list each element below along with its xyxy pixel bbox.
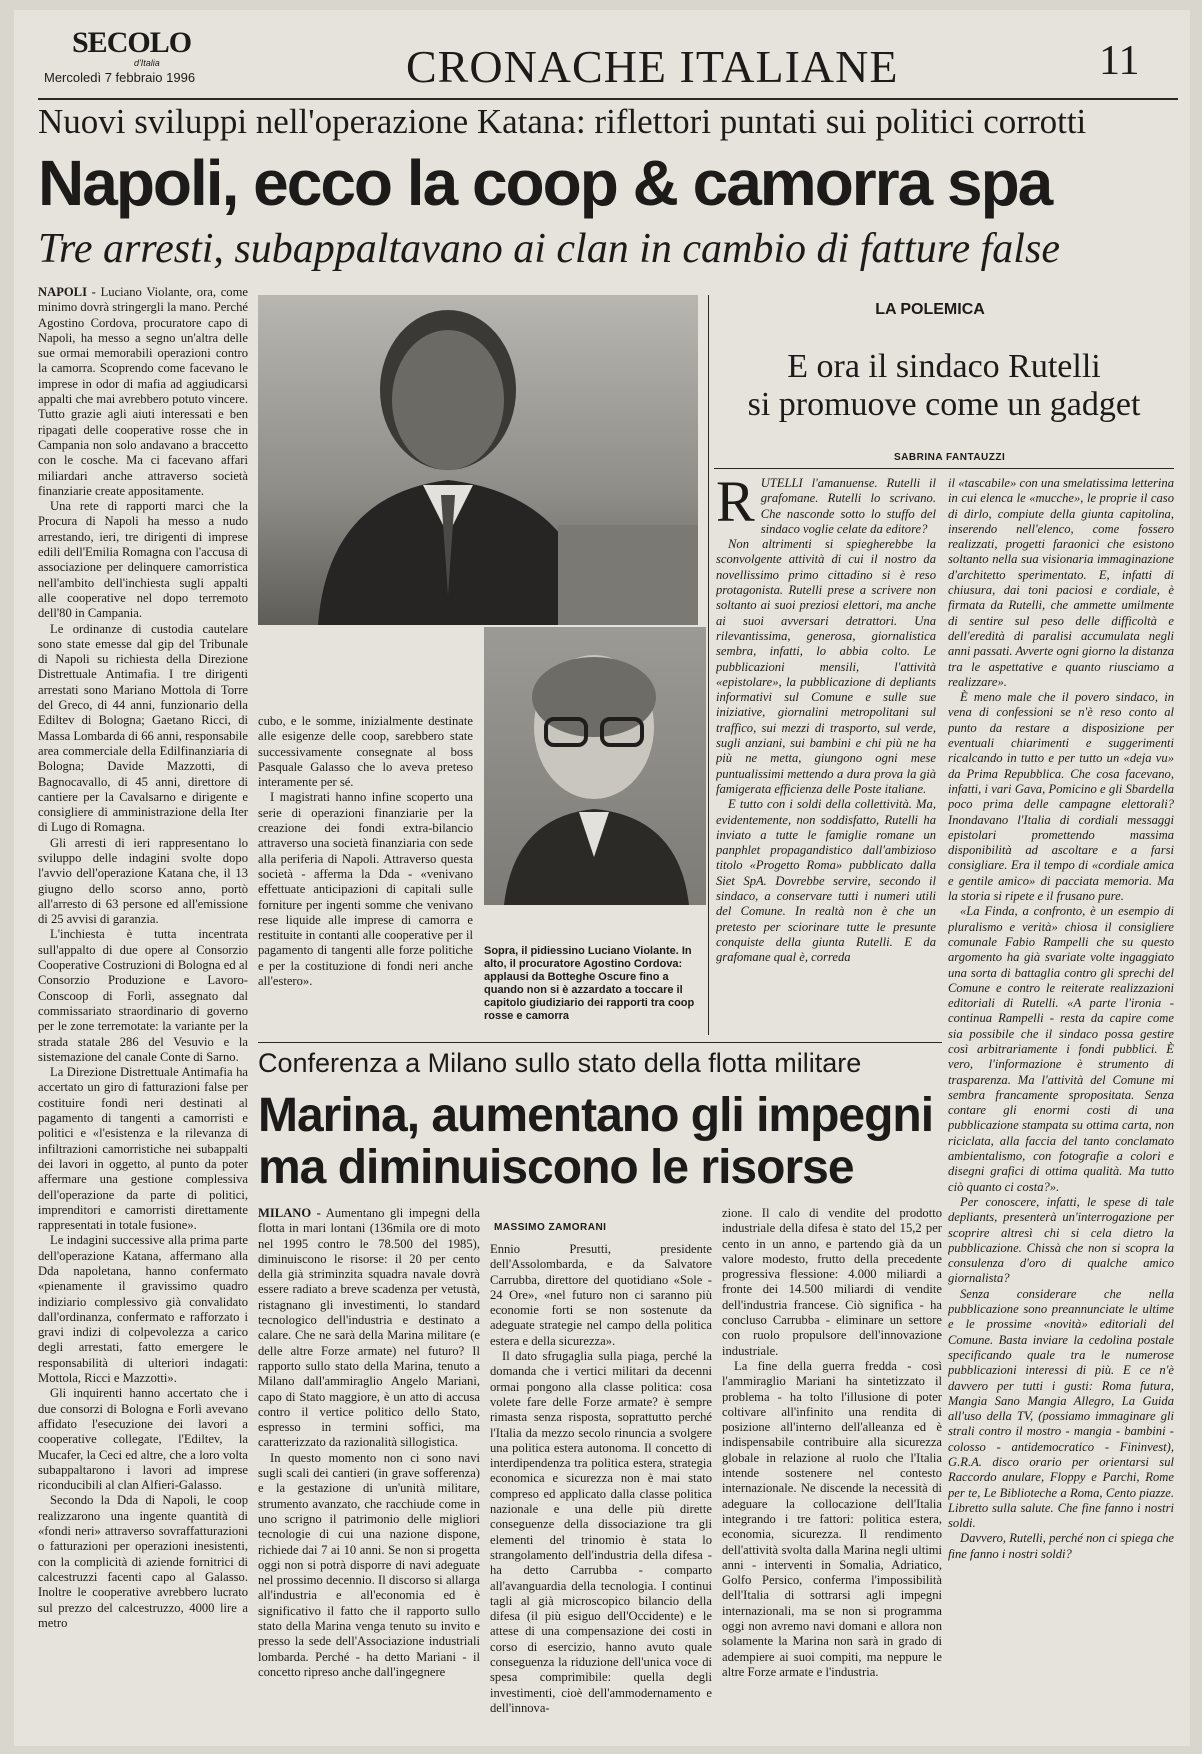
polemica-paragraph: È meno male che il povero sindaco, in vena di confessioni se n'è reso conto al punto da restare a disposizione per eventuali chiarimenti e suggerimenti ricalcando in tutto e per tutto un «deja vu» da Prima Repubblica. Che cosa facevano, infatti, i vari Gava, Pomicino e gli Sbardella poco prima delle campagne elettorali? Inondavano l'Italia di cordiali messaggi epistolari promettendo massima disponibilità ad ascoltare e a farsi consigliare. Era il tempo di «cordiale amica e gentile amico» di pacciata memoria. Ma la storia si ripete e il frusano pure. <box>948 690 1174 904</box>
issue-date: Mercoledì 7 febbraio 1996 <box>44 70 196 85</box>
marina-kicker: Conferenza a Milano sullo stato della flotta militare <box>258 1048 862 1078</box>
newspaper-page <box>14 10 1190 1746</box>
polemica-paragraph: il «tascabile» con una smelatissima letterina in cui elenca le «mucche», le proprie il caso di dirlo, compiute della giunta capitolina, inserendo nell'elenco, come fossero realizzati, progetti faraonici che esistono soltanto nella sua visionaria immaginazione d'architetto sperimentato. E, infatti di chiusura, dai toni paciosi e cordiale, è firmata da Rutelli, che ammette umilmente di sentire sul peso delle difficoltà e dell'eredità di paralisi accumulata negli anni passati. Avverte ogni giorno la distanza tra le aspettative e quanto riusciamo a realizzare». <box>948 476 1174 689</box>
lead-paragraph: Gli inquirenti hanno accertato che i due consorzi di Bologna e Forlì avevano affidato l'esecuzione dei lavori a cooperative collegate, l'Ediltev, la Mucafer, la Ceci ed altre, che a loro volta subappaltarono i lavori ad imprese riconducibili al clan Alfieri-Galasso. <box>38 1386 248 1493</box>
lead-dateline: NAPOLI - <box>38 285 96 299</box>
marina-top-rule <box>258 1042 942 1043</box>
lead-paragraph: Le indagini successive alla prima parte dell'operazione Katana, affermano alla Dda napoletana, hanno confermato «pienamente il gravissimo quadro indiziario complessivo già convalidato dall'ordinanza, confermato e rafforzato i gravi indizi di colpevolezza a carico degli arrestati, fatto emergere le responsabilità di ulteriori indagati: Mottola, Ricci e Mazzotti». <box>38 1233 248 1386</box>
lead-column-2 <box>258 714 473 1014</box>
photo-cordova <box>258 295 698 625</box>
marina-paragraph: zione. Il calo di vendite del prodotto industriale della difesa è stato del 15,2 per cento in un anno, e partendo già da un valore modesto, frutto della precedente progressiva flessione: 4.000 miliardi a fronte dei 14.500 miliardi di vendite dell'industria francese. Ciò significa - ha concluso Carrubba - eliminare un settore con ruolo propulsore dell'innovazione industriale. <box>722 1206 942 1358</box>
lead-paragraph: NAPOLI - Luciano Violante, ora, come minimo dovrà stringergli la mano. Perché Agostino Cordova, procuratore capo di Napoli, ha messo a segno un'altra delle sue ormai memorabili operazioni contro la camorra. Scoprendo come facevano le imprese in odor di mafia ad aggiudicarsi appalti che mai avrebbero potuto vincere. Tutto grazie agli aiuti interessati e ben ripagati delle cooperative rosse che in Campania non solo andavano a braccetto con le cosche. Ma ci facevano affari miliardari anche attraverso società finanziarie create appositamente. <box>38 285 248 498</box>
lead-paragraph: Una rete di rapporti marci che la Procura di Napoli ha messo a nudo arrestando, ieri, tre dirigenti di imprese edili dell'Emilia Romagna con l'accusa di associazione per delinquere camorristica nell'ambito dell'inchiesta sugli appalti alle cooperative nel dopo terremoto dell'80 in Campania. <box>38 499 248 621</box>
portrait-figure-icon <box>258 295 698 625</box>
lead-column-1 <box>38 285 248 1735</box>
photo-caption: Sopra, il pidiessino Luciano Violante. In alto, il procuratore Agostino Cordova: applausi da Botteghe Oscure fino a quando non si è azzardato a toccare il capitolo giudiziario dei rapporti tra coop rosse e camorra <box>484 945 695 1022</box>
marina-column-1 <box>258 1206 480 1736</box>
masthead-logo: SECOLO <box>72 26 192 59</box>
polemica-dropcap: R <box>716 476 755 534</box>
lead-paragraph: Secondo la Dda di Napoli, le coop realizzarono una ingente quantità di «fondi neri» attraverso sovraffatturazioni o fatturazioni per operazioni inesistenti, con la complicità di aziende fornitrici di calcestruzzi facenti capo al Galasso. Inoltre le cooperative avrebbero lucrato sul prezzo del calcestruzzo, 4000 lire a metro <box>38 1493 248 1630</box>
polemica-headline: E ora il sindaco Rutelli si promuove come un gadget <box>747 348 1141 423</box>
marina-byline: MASSIMO ZAMORANI <box>494 1222 607 1233</box>
polemica-paragraph: Non altrimenti si spiegherebbe la sconvolgente attività di cui il nostro da novellissimo primo cittadino si è reso protagonista. Rutelli prese a scrivere non soltanto ai suoi preziosi elettori, ma anche ai suoi avversari detrattori. Una rilevantissima, generosa, giornalistica sembra, infatti, lo abbia colto. Le pubblicazioni mensili, l'attività «epistolare», la pubblicazione di depliants informativi sul Comune e sulle sue iniziative, giornalini metropolitani sul traffico, sui mezzi di trasporto, sul verde, sugli anziani, sui bambini e chi più ne ha più ne metta, giungono ogni mese puntualissimi mettendo a dura prova la già famigerata efficienza delle Poste italiane. <box>716 537 936 796</box>
lead-headline: Napoli, ecco la coop & camorra spa <box>38 147 1052 219</box>
marina-dateline: MILANO - <box>258 1206 321 1220</box>
masthead-logo-subtitle: d'Italia <box>134 58 160 68</box>
photo-violante <box>482 625 708 907</box>
polemica-rule <box>714 468 1174 469</box>
portrait-figure-icon <box>484 627 706 905</box>
lead-paragraph: L'inchiesta è tutta incentrata sull'appalto di due opere al Consorzio Cooperative Costruzioni di Bologna ed al Consorzio Produzione e Lavoro-Conscoop di Forlì, assegnato dal commissariato straordinario di governo per le zone terremotate: la variante per la strada statale 286 del Vesuvio e la sistemazione del canale Conte di Sarno. <box>38 927 248 1064</box>
marina-paragraph: Ennio Presutti, presidente dell'Assolombarda, e da Salvatore Carrubba, direttore del quotidiano «Sole - 24 Ore», «nel futuro non ci saranno più economie forti se non sostenute da adeguate strategie nel campo della politica estera e della sicurezza». <box>490 1242 712 1348</box>
lead-kicker: Nuovi sviluppi nell'operazione Katana: riflettori puntati sui politici corrotti <box>38 102 1087 141</box>
section-title: CRONACHE ITALIANE <box>406 41 899 92</box>
column-rule <box>708 295 709 1035</box>
polemica-paragraph: RUTELLI l'amanuense. Rutelli il grafomane. Rutelli lo scrivano. Che nasconde sotto lo stuffo del sindaco voglie celate da editore? <box>716 476 936 536</box>
polemica-column-1 <box>716 476 936 1036</box>
polemica-paragraph: Davvero, Rutelli, perché non ci spiega che fine fanno i nostri soldi? <box>948 1531 1174 1561</box>
marina-paragraph: La fine della guerra fredda - così l'ammiraglio Mariani ha sintetizzato il problema - ha tolto l'illusione di poter coltivare all'infinito una rendita di posizione all'interno dell'alleanza ed è indispensabile contribuire alla sicurezza globale in relazione al ruolo che l'Italia intende sostenere nel contesto internazionale. Ne discende la necessità di adeguare la collocazione dell'Italia integrando i tre fattori: politica estera, economia, sicurezza. Il rendimento dell'attività svolta dalla Marina negli ultimi anni - interventi in Somalia, Adriatico, Golfo Persico, conferma l'impossibilità dell'Italia di sottrarsi agli impegni internazionali, ma se non si programma oggi non avremo navi domani e allora non solamente la Marina non sarà in grado di adempiere ai suoi compiti, ma neppure le altre Forze armate e l'industria. <box>722 1358 942 1679</box>
lead-paragraph: Gli arresti di ieri rappresentano lo sviluppo delle indagini svolte dopo l'avvio dell'operazione Katana che, il 13 giugno dello scorso anno, portò all'arresto di 63 persone ed all'emissione di 25 avvisi di garanzia. <box>38 835 248 927</box>
page-number: 11 <box>1099 38 1140 84</box>
masthead-rule <box>38 98 1178 100</box>
marina-column-2 <box>490 1242 712 1736</box>
polemica-paragraph: Per conoscere, infatti, le spese di tale depliants, presenterà un'interrogazione per scoprire altresì chi si cela dietro la pubblicazione. Chissà che non si scopra la consulenza d'oro di qualche amico giornalista? <box>948 1194 1174 1286</box>
polemica-column-2 <box>948 476 1174 1736</box>
marina-paragraph: Il dato sfrugaglia sulla piaga, perché la domanda che i vertici militari da decenni ormai pongono alla classe politica: cosa volete fare delle Forze armate? è sempre rimasta senza risposta, soprattutto perché l'Italia da mezzo secolo rinuncia a svolgere una politica estera autonoma. Il concetto di interdipendenza tra politica estera, strategia economica e sicurezza non è mai stato compreso ed applicato dalla classe politica nazionale e una delle più dirette conseguenze della dissociazione tra gli elementi del trinomio è stata lo strangolamento dell'industria della difesa - ha detto Carrubba - comparto all'avanguardia della tecnologia. I continui tagli al già microscopico bilancio della difesa (il più esiguo dell'Occidente) e le attese di una compensazione dei costi in corso di esercizio, hanno avuto quale conseguenza la riduzione dell'unica voce di spesa comprimibile: quella degli investimenti, cioè dell'ammodernamento e dell'innova- <box>490 1349 712 1715</box>
marina-paragraph: MILANO - Aumentano gli impegni della flotta in mari lontani (136mila ore di moto nel 1995 contro le 78.500 del 1985), diminuiscono le risorse: il 20 per cento della già striminzita squadra navale dovrà essere radiato a breve scadenza per vetustà, ristagnano gli investimenti, lo standard tecnologico dell'industria e destinato a calare. Che ne sarà della Marina militare (e delle altre Forze armate) nel futuro? Il rapporto sullo stato della Marina, tenuto a Milano dall'ammiraglio Angelo Mariani, capo di Stato maggiore, è un atto di accusa contro il vertice politico dello Stato, espresso in termini soffici, ma caratterizzato da razionalità sillogistica. <box>258 1206 480 1450</box>
lead-paragraph: Le ordinanze di custodia cautelare sono state emesse dal gip del Tribunale di Napoli su richiesta della Direzione Distrettuale Antimafia. I tre dirigenti arrestati sono Mariano Mottola di Torre del Greco, di 44 anni, funzionario della Ediltev di Bologna; Gaetano Ricci, di Massa Lombarda di 66 anni, responsabile area commerciale della Edilfinanziaria di Bologna; Davide Mazzotti, di Bagnocavallo, di 45 anni, direttore di cantiere per la Cavalsarno e dirigente e consigliere di amministrazione della Iter di Lugo di Romagna. <box>38 621 248 835</box>
polemica-paragraph: «La Finda, a confronto, è un esempio di pluralismo e verità» chiosa il consigliere comunale Fabio Rampelli che su questo argomento ha già svariate volte ingaggiato una sorta di battaglia contro gli sprechi del Comune e contro le reiterate realizzazioni editoriali di Rutelli. «A parte l'ironia - continua Rampelli - resta da capire come sia possibile che il sindaco possa gestire così arbitrariamente i fondi pubblici. È vero, l'informazione è strumento di trasparenza. Ma l'attività del Comune mi sembra francamente spropositata. Senza contare gli enormi costi di una pubblicazione stampata su ottima carta, non riciclata, alla faccia del tanto conclamato ambientalismo, con fotografie a colori e disegni grafici di ottima qualità. Ma tutto ciò quanto ci costa?». <box>948 904 1174 1194</box>
lead-paragraph: La Direzione Distrettuale Antimafia ha accertato un giro di fatturazioni false per costituire fondi neri destinati al pagamento di tangenti a camorristi e politici e «l'esistenza e la rilevanza di infiltrazioni camorristiche nei subappalti dei lavori in oggetto, al punto da poter affermare una gestione complessiva dell'operazione da parte di politici, imprenditori e camorristi direttamente rappresentati in totale fusione». <box>38 1065 248 1233</box>
lead-paragraph: cubo, e le somme, inizialmente destinate alle esigenze delle coop, sarebbero state successivamente consegnate al boss Pasquale Galasso che lo aveva preteso interamente per sé. <box>258 714 473 790</box>
polemica-label: LA POLEMICA <box>875 301 985 318</box>
polemica-paragraph: Senza considerare che nella pubblicazione sono preannunciate le ultime e le prossime «novità» editoriali del Comune. Basta inviare la cedolina postale specificando quale tra le numerose pubblicazioni interessi di più. E ce n'è davvero per tutti i gusti: Roma futura, Mangia Sano Mangia Allegro, La Guida all'uso della TV, (possiamo immaginare gli strali contro il mostro - mangia - bambini - colosso - antidemocratico - Fininvest), G.R.A. disco orario per orientarsi sul Raccordo anulare, Floppy e Parchi, Rome per te, Le Biblioteche a Roma, Cento piazze. Libretto sulla salute. Che fine fanno i nostri soldi. <box>948 1286 1174 1531</box>
marina-paragraph: In questo momento non ci sono navi sugli scali dei cantieri (in grave sofferenza) e la gestazione di un'unità militare, strumento avanzato, che racchiude come in uno scrigno il patrimonio delle migliori tecnologie di cui una nazione dispone, richiede dai 7 ai 10 anni. Se non si progetta oggi non si potrà disporre di navi adeguate nel prossimo decennio. Il discorso si allarga all'industria e all'economia ed è significativo il fatto che il rapporto sullo stato della Marina venga tenuto su invito e presso la sede dell'Associazione industriali lombarda. Perché - ha detto Mariani - il concetto ripreso anche dall'ingegnere <box>258 1450 480 1679</box>
marina-column-3 <box>722 1206 942 1736</box>
polemica-paragraph: E tutto con i soldi della collettività. Ma, evidentemente, non soddisfatto, Rutelli ha inviato a tutte le famiglie romane un panphlet propagandistico dall'ambizioso titolo «Progetto Roma» pubblicato dalla Siet SpA. Dovrebbe servire, secondo il sindaco, a conservare tutti i numeri utili del Comune. In realtà non è che un pretesto per sciorinare tutte le presunte conquiste della giunta Rutelli. E da grafomane qual è, correda <box>716 797 936 965</box>
lead-deck: Tre arresti, subappaltavano ai clan in cambio di fatture false <box>38 226 1060 272</box>
lead-paragraph: I magistrati hanno infine scoperto una serie di operazioni finanziarie per la creazione dei fondi extra-bilancio attraverso una società finanziaria con sede alla periferia di Napoli. Attraverso questa società - afferma la Dda - «venivano effettuate anticipazioni di capitali sulle forniture per ingenti somme che venivano rese liquide alle imprese di camorra e restituite in contanti alle cooperative per il pagamento di tangenti alle forze politiche e per la costituzione di fondi neri anche all'estero». <box>258 790 473 989</box>
marina-headline: Marina, aumentano gli impegni ma diminuiscono le risorse <box>258 1089 934 1194</box>
polemica-byline: SABRINA FANTAUZZI <box>894 452 1006 463</box>
